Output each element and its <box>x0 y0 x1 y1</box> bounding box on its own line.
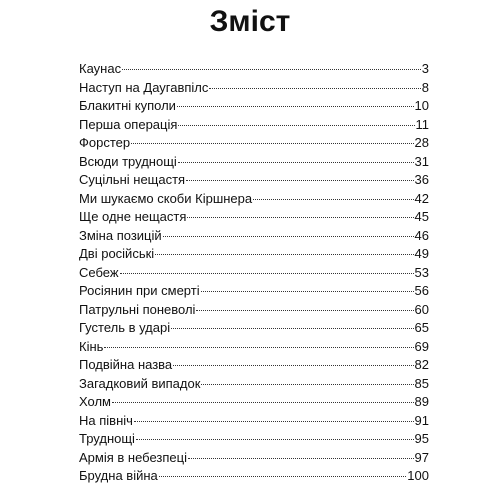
toc-entry-page-number: 10 <box>414 98 429 113</box>
toc-entry-title: Себеж <box>79 264 119 280</box>
toc-entry-title: Кінь <box>79 338 104 354</box>
toc-entry-page-number: 46 <box>414 227 429 243</box>
dot-leader <box>134 409 414 422</box>
toc-entry-title: Каунас <box>79 61 122 76</box>
toc-entry-page-number: 69 <box>414 338 429 354</box>
toc-entry-title: Густель в ударі <box>79 320 171 335</box>
dot-leader <box>122 57 421 70</box>
toc-entry-title: Ми шукаємо скоби Кіршнера <box>79 190 253 206</box>
toc-entry-title: Зміна позицій <box>79 227 162 243</box>
dot-leader <box>201 279 414 292</box>
toc-entry-title: Блакитні куполи <box>79 98 176 113</box>
dot-leader <box>104 335 413 348</box>
toc-entry-page-number: 60 <box>414 301 429 317</box>
toc-entry-title: Перша операція <box>79 116 178 132</box>
page-title: Зміст <box>209 5 291 38</box>
toc-entry-title: Загадковий випадок <box>79 375 201 391</box>
toc-entry-page-number: 8 <box>421 79 429 95</box>
toc-entry-title: Росіянин при смерті <box>79 283 200 298</box>
toc-entry-title: Армія в небезпеці <box>79 449 187 465</box>
toc-entry-page-number: 11 <box>415 116 429 132</box>
dot-leader <box>120 261 414 274</box>
dot-leader <box>163 224 414 237</box>
toc-entry-page-number: 53 <box>414 264 429 280</box>
toc-entry-page-number: 82 <box>414 357 429 372</box>
dot-leader <box>209 76 420 89</box>
toc-entry-page-number: 56 <box>414 283 429 298</box>
dot-leader <box>186 168 413 181</box>
toc-entry-page-number: 42 <box>414 190 429 206</box>
toc-entry-title: Брудна війна <box>79 468 158 483</box>
table-of-contents <box>79 60 429 486</box>
toc-entry-page-number: 31 <box>414 153 429 169</box>
dot-leader <box>112 390 414 403</box>
toc-entry-page-number: 3 <box>421 61 429 76</box>
toc-entry-title: Холм <box>79 394 111 409</box>
toc-entry-title: Патрульні поневолі <box>79 301 196 317</box>
toc-entry <box>79 467 429 486</box>
dot-leader <box>188 446 414 459</box>
toc-entry-page-number: 65 <box>414 320 429 335</box>
toc-entry-page-number: 36 <box>414 172 429 187</box>
toc-entry-page-number: 95 <box>414 431 429 446</box>
toc-entry-title: На північ <box>79 412 133 428</box>
toc-entry-page-number: 45 <box>414 209 429 224</box>
toc-entry-page-number: 85 <box>414 375 429 391</box>
dot-leader <box>201 372 413 385</box>
dot-leader <box>171 316 413 329</box>
dot-leader <box>196 298 413 311</box>
dot-leader <box>253 187 413 200</box>
toc-entry-page-number: 91 <box>414 412 429 428</box>
toc-entry-page-number: 89 <box>414 394 429 409</box>
dot-leader <box>159 464 407 477</box>
dot-leader <box>187 205 413 218</box>
toc-entry-title: Подвійна назва <box>79 357 173 372</box>
toc-entry-title: Наступ на Даугавпілс <box>79 79 209 95</box>
toc-entry-page-number: 49 <box>414 246 429 261</box>
toc-entry-title: Труднощі <box>79 431 135 446</box>
toc-entry-page-number: 28 <box>414 135 429 150</box>
toc-entry-page-number: 97 <box>414 449 429 465</box>
dot-leader <box>131 131 413 144</box>
toc-entry-title: Форстер <box>79 135 131 150</box>
toc-entry-title: Дві російські <box>79 246 155 261</box>
toc-entry-title: Ще одне нещастя <box>79 209 187 224</box>
dot-leader <box>155 242 413 255</box>
toc-entry-page-number: 100 <box>407 468 429 483</box>
dot-leader <box>177 94 414 107</box>
dot-leader <box>173 353 413 366</box>
dot-leader <box>136 427 414 440</box>
dot-leader <box>178 113 414 126</box>
dot-leader <box>178 150 414 163</box>
toc-entry-title: Всюди труднощі <box>79 153 177 169</box>
toc-entry-title: Суцільні нещастя <box>79 172 186 187</box>
